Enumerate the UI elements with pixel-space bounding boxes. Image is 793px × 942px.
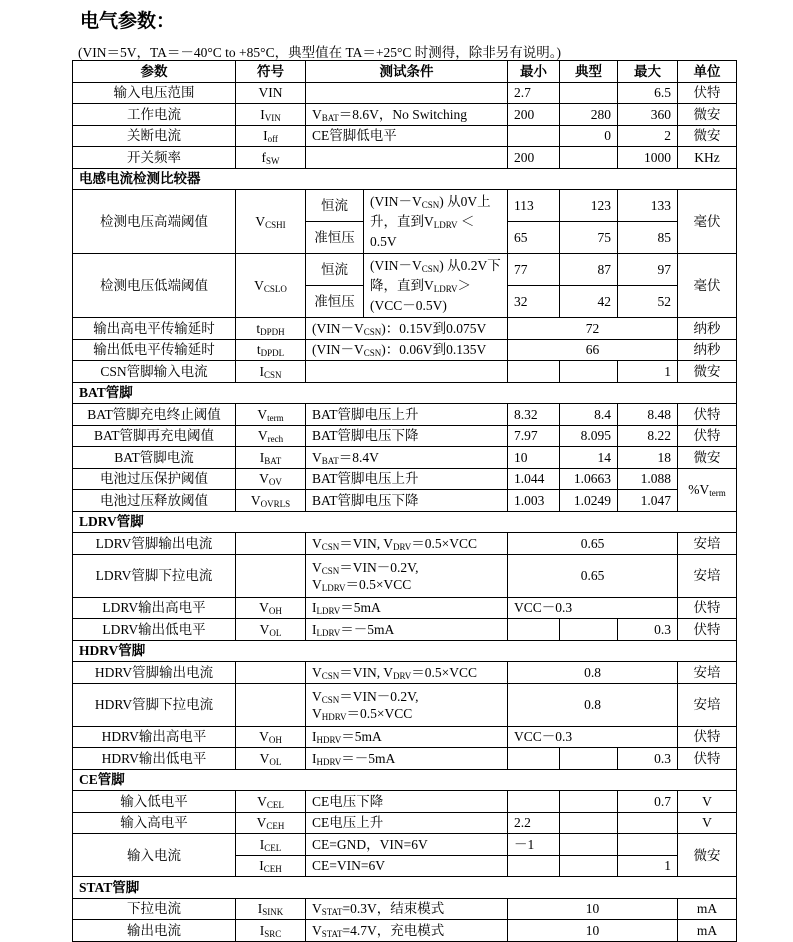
symbol: $V_{OV}$ [236, 468, 306, 490]
symbol: VIN [236, 82, 306, 104]
typ-value: 0.65 [508, 554, 678, 597]
typ-value: 66 [508, 339, 678, 361]
symbol: $I_{CEH}$ [236, 855, 306, 877]
unit: 纳秒 [678, 339, 737, 361]
max-value: 8.22 [618, 425, 678, 447]
test-condition: $I_{HDRV}=-5mA$ [306, 748, 508, 770]
unit: 安培 [678, 554, 737, 597]
param-name: 开关频率 [73, 147, 236, 169]
table-row [73, 554, 737, 597]
typ-value [560, 361, 618, 383]
min-value: 1.003 [508, 490, 560, 512]
symbol: $I_{SRC}$ [236, 920, 306, 942]
section-inductor [73, 168, 737, 190]
mode-label: 恒流 [306, 190, 364, 222]
test-condition: CE=VIN=6V [306, 855, 508, 877]
unit: 毫伏 [678, 190, 737, 254]
test-condition: $(VIN-V_{CSN})$：0.15V到0.075V [306, 318, 508, 340]
symbol: $V_{CSHI}$ [236, 190, 306, 254]
symbol: $f_{SW}$ [236, 147, 306, 169]
page-title: 电气参数： [80, 11, 176, 32]
max-value: 18 [618, 447, 678, 469]
unit: mA [678, 898, 737, 920]
test-condition: CE=GND，VIN=6V [306, 834, 508, 856]
param-name: LDRV管脚输出电流 [73, 533, 236, 555]
symbol: $V_{OVRLS}$ [236, 490, 306, 512]
min-value [508, 791, 560, 813]
typ-value [560, 147, 618, 169]
symbol: $t_{DPDH}$ [236, 318, 306, 340]
param-name: LDRV输出低电平 [73, 619, 236, 641]
param-name: 电池过压保护阈值 [73, 468, 236, 490]
min-value: 8.32 [508, 404, 560, 426]
max-value: 0.3 [618, 619, 678, 641]
test-condition [306, 147, 508, 169]
symbol: $I_{VIN}$ [236, 104, 306, 126]
section-title: 电感电流检测比较器 [73, 168, 737, 190]
param-name: 检测电压高端阈值 [73, 190, 236, 254]
section-title: BAT管脚 [73, 382, 737, 404]
test-condition: CE电压上升 [306, 812, 508, 834]
unit: 微安 [678, 104, 737, 126]
unit: 安培 [678, 662, 737, 684]
section-bat [73, 382, 737, 404]
symbol: $I_{CEL}$ [236, 834, 306, 856]
symbol: $I_{CSN}$ [236, 361, 306, 383]
table-row [73, 726, 737, 748]
param-name: BAT管脚电流 [73, 447, 236, 469]
table-row [73, 447, 737, 469]
test-condition: $V_{BAT}=8.4V$ [306, 447, 508, 469]
table-row [73, 533, 737, 555]
min-value [508, 748, 560, 770]
param-name: HDRV输出低电平 [73, 748, 236, 770]
test-condition: CE电压下降 [306, 791, 508, 813]
test-condition: BAT管脚电压上升 [306, 468, 508, 490]
param-name: 检测电压低端阈值 [73, 254, 236, 318]
test-condition: $V_{BAT}=8.6V$，No Switching [306, 104, 508, 126]
test-condition: $V_{CSN}=VIN$, $V_{DRV}=0.5\times VCC$ [306, 662, 508, 684]
table-row [73, 82, 737, 104]
test-condition [306, 82, 508, 104]
table-row [73, 147, 737, 169]
table-row [73, 318, 737, 340]
min-value [508, 361, 560, 383]
unit: V [678, 812, 737, 834]
param-name: 输出电流 [73, 920, 236, 942]
typ-value: 0.65 [508, 533, 678, 555]
min-value: 10 [508, 447, 560, 469]
vcshi-row-2: 准恒压 65 75 85 [73, 222, 737, 254]
unit: 微安 [678, 834, 737, 877]
test-condition: $V_{CSN}=VIN$, $V_{DRV}=0.5\times VCC$ [306, 533, 508, 555]
max-value: 360 [618, 104, 678, 126]
section-title: CE管脚 [73, 769, 737, 791]
section-title: STAT管脚 [73, 877, 737, 899]
unit: 毫伏 [678, 254, 737, 318]
symbol: $V_{OL}$ [236, 619, 306, 641]
mode-label: 准恒压 [306, 222, 364, 254]
max-value: 1000 [618, 147, 678, 169]
typ-value [560, 82, 618, 104]
ce-input-row-2: $I_{CEH}$ CE=VIN=6V 1 [73, 855, 737, 877]
unit: 伏特 [678, 726, 737, 748]
test-condition: $I_{HDRV}=5mA$ [306, 726, 508, 748]
table-row [73, 920, 737, 942]
param-name: 输入低电平 [73, 791, 236, 813]
typ-value: 14 [560, 447, 618, 469]
test-condition: BAT管脚电压上升 [306, 404, 508, 426]
table-row [73, 683, 737, 726]
table-row [73, 662, 737, 684]
symbol: $V_{CSLO}$ [236, 254, 306, 318]
table-row [73, 125, 737, 147]
max-value: 1.088 [618, 468, 678, 490]
typ-value: 0 [560, 125, 618, 147]
unit: V [678, 791, 737, 813]
symbol: $V_{rech}$ [236, 425, 306, 447]
test-conditions-note: (VIN＝5V，TA＝－40°C to +85°C，典型值在 TA＝+25°C 时测得，除非另有说明。) [78, 45, 562, 60]
typ-value [560, 748, 618, 770]
test-condition: $V_{CSN}=VIN-0.2V$, $V_{HDRV}=0.5\times VCC$ [306, 683, 508, 726]
symbol: $I_{BAT}$ [236, 447, 306, 469]
unit: 伏特 [678, 748, 737, 770]
symbol: $V_{term}$ [236, 404, 306, 426]
unit: 伏特 [678, 425, 737, 447]
param-name: CSN管脚输入电流 [73, 361, 236, 383]
param-name: 输入电流 [73, 834, 236, 877]
symbol: $V_{OH}$ [236, 597, 306, 619]
max-value: 1 [618, 361, 678, 383]
table-row [73, 597, 737, 619]
typ-value: 1.0249 [560, 490, 618, 512]
table-row [73, 104, 737, 126]
table-row [73, 748, 737, 770]
symbol: $t_{DPDL}$ [236, 339, 306, 361]
test-condition: $(VIN-V_{CSN})$：0.06V到0.135V [306, 339, 508, 361]
unit: mA [678, 920, 737, 942]
typ-value: 1.0663 [560, 468, 618, 490]
max-value: 6.5 [618, 82, 678, 104]
typ-value [560, 619, 618, 641]
param-name: 下拉电流 [73, 898, 236, 920]
symbol: $V_{OL}$ [236, 748, 306, 770]
symbol [236, 533, 306, 555]
typ-value: 8.095 [560, 425, 618, 447]
test-condition: $I_{LDRV}=-5mA$ [306, 619, 508, 641]
electrical-parameters-table [72, 60, 737, 942]
param-name: HDRV管脚下拉电流 [73, 683, 236, 726]
typ-value: 280 [560, 104, 618, 126]
test-condition: $I_{LDRV}=5mA$ [306, 597, 508, 619]
min-value [508, 619, 560, 641]
param-name: BAT管脚再充电阈值 [73, 425, 236, 447]
unit: KHz [678, 147, 737, 169]
min-value: VCC－0.3 [508, 597, 678, 619]
vcslo-row-2: 准恒压 32 42 52 [73, 286, 737, 318]
min-value: 2.7 [508, 82, 560, 104]
symbol [236, 662, 306, 684]
table-row [73, 361, 737, 383]
test-condition: $V_{STAT}=0.3V$，结束模式 [306, 898, 508, 920]
min-value: 2.2 [508, 812, 560, 834]
table-row [73, 339, 737, 361]
test-condition: CE管脚低电平 [306, 125, 508, 147]
mode-label: 准恒压 [306, 286, 364, 318]
symbol: $V_{OH}$ [236, 726, 306, 748]
section-title: LDRV管脚 [73, 511, 737, 533]
table-row [73, 812, 737, 834]
min-value [508, 125, 560, 147]
unit: 安培 [678, 683, 737, 726]
test-condition [306, 361, 508, 383]
typ-value: 72 [508, 318, 678, 340]
max-value: 8.48 [618, 404, 678, 426]
test-condition: BAT管脚电压下降 [306, 425, 508, 447]
typ-value: 10 [508, 898, 678, 920]
symbol: $V_{CEL}$ [236, 791, 306, 813]
section-stat [73, 877, 737, 899]
unit: 纳秒 [678, 318, 737, 340]
param-name: HDRV输出高电平 [73, 726, 236, 748]
param-name: 输出低电平传输延时 [73, 339, 236, 361]
section-ce [73, 769, 737, 791]
symbol: $I_{SINK}$ [236, 898, 306, 920]
table-row [73, 791, 737, 813]
unit: 伏特 [678, 619, 737, 641]
symbol: $V_{CEH}$ [236, 812, 306, 834]
section-hdrv [73, 640, 737, 662]
param-name: 电池过压释放阈值 [73, 490, 236, 512]
max-value: 0.7 [618, 791, 678, 813]
max-value: 1.047 [618, 490, 678, 512]
min-value: 200 [508, 104, 560, 126]
table-row [73, 619, 737, 641]
max-value: 0.3 [618, 748, 678, 770]
table-row [73, 490, 737, 512]
typ-value: 10 [508, 920, 678, 942]
unit: 微安 [678, 447, 737, 469]
vcshi-row: 检测电压高端阈值 $V_{CSHI}$ 恒流 $(VIN-V_{CSN})$ 从0V上升，直到$V_{LDRV} <0.5V$ 113 123 133 毫伏 [73, 190, 737, 222]
typ-value [560, 812, 618, 834]
min-value: 1.044 [508, 468, 560, 490]
typ-value: 0.8 [508, 662, 678, 684]
unit: 微安 [678, 125, 737, 147]
param-name: 输出高电平传输延时 [73, 318, 236, 340]
vcslo-row: 检测电压低端阈值 $V_{CSLO}$ 恒流 $(VIN-V_{CSN})$ 从0.2V下降，直到$V_{LDRV}> (VCC-0.5V)$ 77 87 97 毫伏 [73, 254, 737, 286]
param-name: 输入高电平 [73, 812, 236, 834]
test-condition: $(VIN-V_{CSN})$ 从0V上升，直到$V_{LDRV} <0.5V$ [364, 190, 508, 254]
unit: 安培 [678, 533, 737, 555]
min-value: VCC－0.3 [508, 726, 678, 748]
param-name: 关断电流 [73, 125, 236, 147]
table-row [73, 425, 737, 447]
typ-value [560, 791, 618, 813]
max-value: 2 [618, 125, 678, 147]
symbol [236, 554, 306, 597]
max-value [618, 812, 678, 834]
typ-value: 8.4 [560, 404, 618, 426]
param-name: 工作电流 [73, 104, 236, 126]
min-value: 200 [508, 147, 560, 169]
section-ldrv [73, 511, 737, 533]
param-name: LDRV输出高电平 [73, 597, 236, 619]
ce-input-row: 输入电流 $I_{CEL}$ CE=GND，VIN=6V －1 微安 [73, 834, 737, 856]
typ-value: 0.8 [508, 683, 678, 726]
symbol [236, 683, 306, 726]
table-row [73, 404, 737, 426]
test-condition: $V_{CSN}=VIN-0.2V$, $V_{LDRV}=0.5\times VCC$ [306, 554, 508, 597]
table-row [73, 468, 737, 490]
param-name: BAT管脚充电终止阈值 [73, 404, 236, 426]
section-title: HDRV管脚 [73, 640, 737, 662]
param-name: LDRV管脚下拉电流 [73, 554, 236, 597]
min-value: 7.97 [508, 425, 560, 447]
mode-label: 恒流 [306, 254, 364, 286]
unit: 微安 [678, 361, 737, 383]
test-condition: BAT管脚电压下降 [306, 490, 508, 512]
param-name: HDRV管脚输出电流 [73, 662, 236, 684]
unit: 伏特 [678, 82, 737, 104]
param-name: 输入电压范围 [73, 82, 236, 104]
table-row [73, 898, 737, 920]
unit: 伏特 [678, 404, 737, 426]
unit: 伏特 [678, 597, 737, 619]
unit: $\%V_{term}$ [678, 468, 737, 511]
test-condition: $V_{STAT}=4.7V$，充电模式 [306, 920, 508, 942]
test-condition: $(VIN-V_{CSN})$ 从0.2V下降，直到$V_{LDRV}> (VCC-0.5V)$ [364, 254, 508, 318]
table-header: 参数 符号 测试条件 最小 典型 最大 单位 [73, 61, 737, 83]
symbol: $I_{off}$ [236, 125, 306, 147]
